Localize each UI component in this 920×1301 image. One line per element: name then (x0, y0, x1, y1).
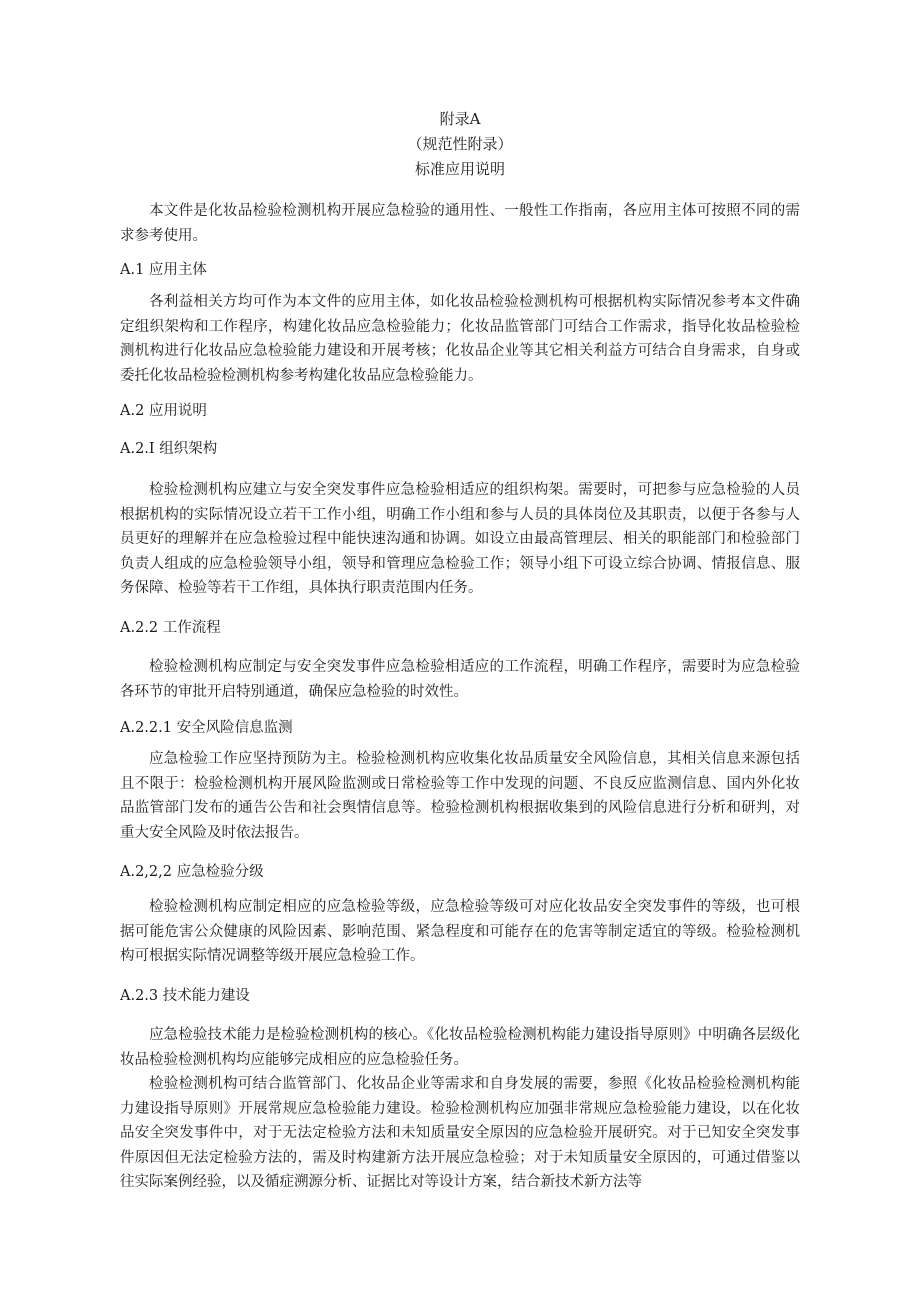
section-a21-heading: A.2.I 组织架构 (120, 441, 218, 457)
section-a23-paragraph-1: 应急检验技术能力是检验检测机构的核心。《化妆品检验检测机构能力建设指导原则》中明确各层级化妆品检验检测机构均应能够完成相应的应急检验任务。 (120, 1027, 800, 1068)
annex-type: （规范性附录） (407, 135, 513, 153)
section-a221-heading: A.2.2.1 安全风险信息监测 (120, 720, 293, 736)
section-a1-paragraph: 各利益相关方均可作为本文件的应用主体，如化妆品检验检测机构可根据机构实际情况参考本文件确定组织架构和工作程序，构建化妆品应急检验能力；化妆品监管部门可结合工作需求，指导化妆品检验检测机构进行化妆品应急检验能力建设和开展考核；化妆品企业等其它相关利益方可结合自身需求，自身或委托化妆品检验检测机构参考构建化妆品应急检验能力。 (120, 294, 800, 384)
section-a222-heading: A.2,2,2 应急检验分级 (120, 864, 264, 880)
section-a22-heading: A.2.2 工作流程 (120, 620, 221, 636)
section-a21-paragraph: 检验检测机构应建立与安全突发事件应急检验相适应的组织构架。需要时，可把参与应急检验的人员根据机构的实际情况设立若干工作小组，明确工作小组和参与人员的具体岗位及其职责，以便于各参与人员更好的理解并在应急检验过程中能快速沟通和协调。如设立由最高管理层、相关的职能部门和检验部门负责人组成的应急检验领导小组，领导和管理应急检验工作；领导小组下可设立综合协调、情报信息、服务保障、检验等若干工作组，具体执行职责范围内任务。 (120, 482, 800, 596)
section-a23-heading: A.2.3 技术能力建设 (120, 988, 250, 1004)
section-a23-paragraph-2: 检验检测机构可结合监管部门、化妆品企业等需求和自身发展的需要，参照《化妆品检验检测机构能力建设指导原则》开展常规应急检验能力建设。检验检测机构应加强非常规应急检验能力建设，以在化妆品安全突发事件中，对于无法定检验方法和未知质量安全原因的应急检验开展研究。对于已知安全突发事件原因但无法定检验方法的，需及时构建新方法开展应急检验；对于未知质量安全原因的，可通过借鉴以往实际案例经验，以及循症溯源分析、证据比对等设计方案，结合新技术新方法等 (120, 1076, 800, 1190)
section-a221-paragraph: 应急检验工作应坚持预防为主。检验检测机构应收集化妆品质量安全风险信息，其相关信息来源包括且不限于：检验检测机构开展风险监测或日常检验等工作中发现的问题、不良反应监测信息、国内外化妆品监管部门发布的通告公告和社会舆情信息等。检验检测机构根据收集到的风险信息进行分析和研判，对重大安全风险及时依法报告。 (120, 751, 800, 841)
section-a222-paragraph: 检验检测机构应制定相应的应急检验等级，应急检验等级可对应化妆品安全突发事件的等级，也可根据可能危害公众健康的风险因素、影响范围、紧急程度和可能存在的危害等制定适宜的等级。检验检测机构可根据实际情况调整等级开展应急检验工作。 (120, 899, 800, 964)
section-a1-heading: A.1 应用主体 (120, 262, 207, 278)
section-a22-paragraph: 检验检测机构应制定与安全突发事件应急检验相适应的工作流程，明确工作程序，需要时为应急检验各环节的审批开启特别通道，确保应急检验的时效性。 (120, 659, 800, 700)
annex-title: 标准应用说明 (414, 160, 505, 178)
intro-paragraph: 本文件是化妆品检验检测机构开展应急检验的通用性、一般性工作指南，各应用主体可按照不同的需求参考使用。 (120, 203, 800, 244)
section-a2-heading: A.2 应用说明 (120, 403, 207, 419)
annex-label: 附录A (439, 110, 481, 128)
